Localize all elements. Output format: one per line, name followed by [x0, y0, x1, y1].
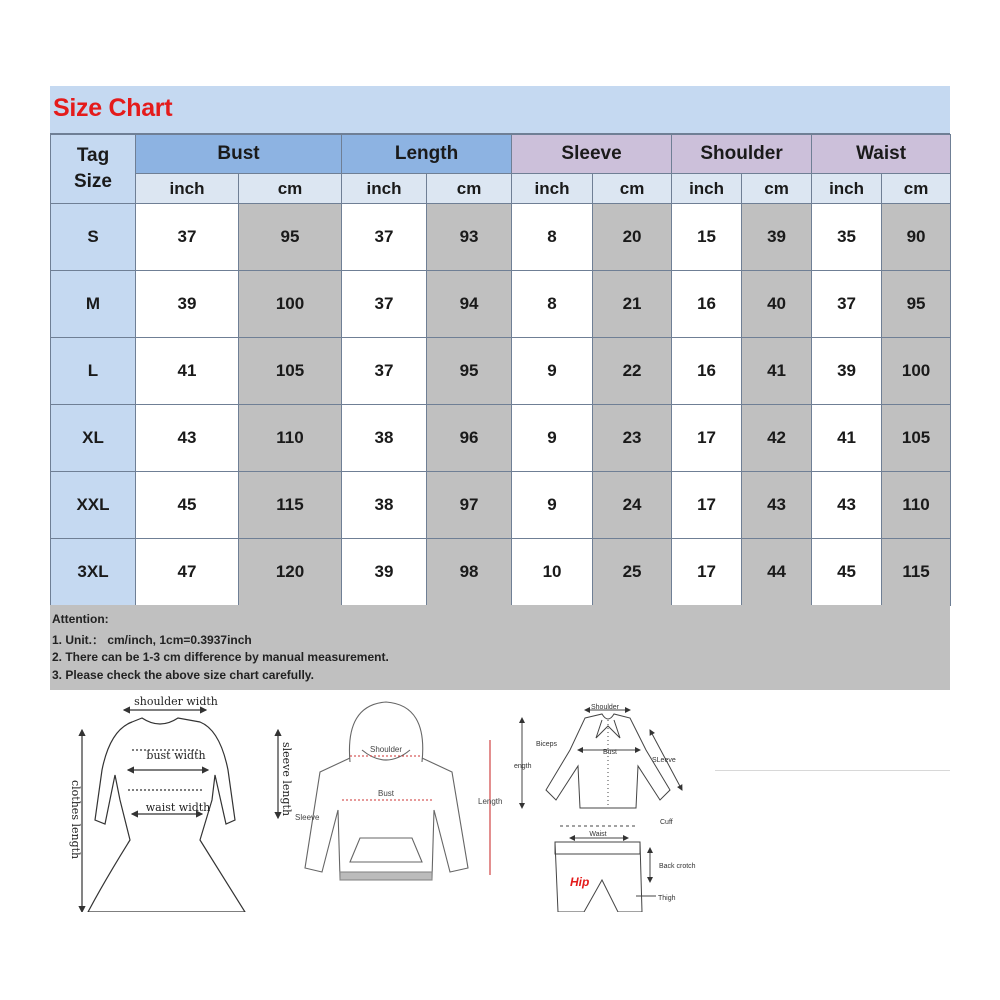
size-label: Size — [73, 171, 113, 192]
bust-cm-cell: 95 — [239, 204, 342, 271]
table-body — [51, 204, 951, 606]
waist-inch-cell: 37 — [812, 271, 882, 338]
sleeve-inch-cell: 8 — [512, 204, 593, 271]
sleeve-inch-cell: 9 — [512, 338, 593, 405]
shoulder-inch-cell: 17 — [672, 539, 742, 606]
length-inch-header: inch — [342, 174, 427, 204]
measurement-illustrations — [50, 690, 715, 912]
shoulder-cm-header: cm — [742, 174, 812, 204]
shoulder-cm-cell: 40 — [742, 271, 812, 338]
blouse-shoulder-label: Shoulder — [590, 704, 620, 711]
bust-cm-cell: 110 — [239, 405, 342, 472]
hoodie-length-label: Length — [478, 797, 503, 806]
shoulder-inch-cell: 16 — [672, 338, 742, 405]
bust-inch-cell: 43 — [136, 405, 239, 472]
bust-inch-header: inch — [136, 174, 239, 204]
length-cm-cell: 93 — [427, 204, 512, 271]
sleeve-cm-header: cm — [593, 174, 672, 204]
shoulder-cm-cell: 42 — [742, 405, 812, 472]
size-cell: XXL — [51, 472, 136, 539]
hoodie-sleeve-label: Sleeve — [295, 813, 320, 822]
shoulder-inch-cell: 17 — [672, 405, 742, 472]
size-cell: XL — [51, 405, 136, 472]
sleeve-cm-cell: 20 — [593, 204, 672, 271]
blouse-length-label: ength — [514, 763, 532, 770]
dress-sleeve-label: sleeve length — [280, 742, 293, 817]
table-row — [51, 271, 951, 338]
bust-inch-cell: 45 — [136, 472, 239, 539]
size-cell: M — [51, 271, 136, 338]
bust-cm-cell: 120 — [239, 539, 342, 606]
note-unit: 1. Unit.： cm/inch, 1cm=0.3937inch — [52, 633, 252, 647]
length-inch-cell: 37 — [342, 271, 427, 338]
bust-inch-cell: 39 — [136, 271, 239, 338]
waist-cm-cell: 100 — [882, 338, 951, 405]
waist-cm-header: cm — [882, 174, 951, 204]
dress-bust-label: bust width — [146, 749, 206, 762]
length-cm-header: cm — [427, 174, 512, 204]
length-header: Length — [342, 135, 512, 174]
waist-header: Waist — [812, 135, 951, 174]
note-check: 3. Please check the above size chart carefully. — [52, 668, 314, 682]
length-cm-cell: 95 — [427, 338, 512, 405]
waist-inch-cell: 45 — [812, 539, 882, 606]
sleeve-inch-cell: 9 — [512, 405, 593, 472]
sleeve-cm-cell: 25 — [593, 539, 672, 606]
waist-inch-cell: 39 — [812, 338, 882, 405]
length-cm-cell: 97 — [427, 472, 512, 539]
sleeve-inch-header: inch — [512, 174, 593, 204]
table-row — [51, 472, 951, 539]
table-header — [51, 135, 951, 204]
pants-waist-label: Waist — [589, 831, 607, 838]
chart-title: Size Chart — [53, 94, 173, 122]
blouse-biceps-label: Biceps — [536, 741, 558, 748]
shoulder-inch-header: inch — [672, 174, 742, 204]
shoulder-inch-cell: 16 — [672, 271, 742, 338]
tag-label: Tag — [76, 145, 110, 166]
bust-inch-cell: 41 — [136, 338, 239, 405]
waist-cm-cell: 110 — [882, 472, 951, 539]
sleeve-inch-cell: 9 — [512, 472, 593, 539]
pants-hip-label: Hip — [570, 875, 590, 889]
waist-cm-cell: 115 — [882, 539, 951, 606]
length-inch-cell: 37 — [342, 338, 427, 405]
waist-cm-cell: 105 — [882, 405, 951, 472]
bust-cm-cell: 105 — [239, 338, 342, 405]
sleeve-cm-cell: 23 — [593, 405, 672, 472]
hoodie-shoulder-label: Shoulder — [369, 745, 403, 754]
sleeve-inch-cell: 8 — [512, 271, 593, 338]
blouse-sleeve-label: SLeeve — [652, 757, 676, 764]
length-inch-cell: 37 — [342, 204, 427, 271]
waist-cm-cell: 90 — [882, 204, 951, 271]
waist-inch-header: inch — [812, 174, 882, 204]
title-bar — [50, 86, 950, 134]
dress-length-label: clothes length — [69, 780, 82, 860]
length-inch-cell: 39 — [342, 539, 427, 606]
shoulder-cm-cell: 44 — [742, 539, 812, 606]
sleeve-cm-cell: 21 — [593, 271, 672, 338]
shoulder-cm-cell: 43 — [742, 472, 812, 539]
waist-inch-cell: 35 — [812, 204, 882, 271]
bust-header: Bust — [136, 135, 342, 174]
length-cm-cell: 94 — [427, 271, 512, 338]
waist-inch-cell: 41 — [812, 405, 882, 472]
shoulder-header: Shoulder — [672, 135, 812, 174]
table-row — [51, 204, 951, 271]
pants-back-crotch-label: Back crotch — [659, 863, 696, 870]
pants-thigh-label: Thigh — [658, 895, 676, 902]
shoulder-inch-cell: 15 — [672, 204, 742, 271]
sleeve-cm-cell: 24 — [593, 472, 672, 539]
size-cell: 3XL — [51, 539, 136, 606]
bust-cm-cell: 100 — [239, 271, 342, 338]
shoulder-cm-cell: 39 — [742, 204, 812, 271]
bust-inch-cell: 47 — [136, 539, 239, 606]
dress-shoulder-label: shoulder width — [134, 695, 218, 708]
length-inch-cell: 38 — [342, 405, 427, 472]
sleeve-header: Sleeve — [512, 135, 672, 174]
dress-waist-label: waist width — [145, 801, 211, 814]
tag-size-header — [51, 135, 136, 204]
attention-notes — [50, 605, 950, 690]
table-row — [51, 405, 951, 472]
blouse-bust-label: Bust — [602, 749, 618, 756]
size-cell: L — [51, 338, 136, 405]
size-table — [50, 134, 951, 606]
sleeve-cm-cell: 22 — [593, 338, 672, 405]
pants-diagram — [555, 826, 656, 912]
notes-heading: Attention: — [52, 612, 109, 626]
bust-cm-cell: 115 — [239, 472, 342, 539]
length-inch-cell: 38 — [342, 472, 427, 539]
waist-cm-cell: 95 — [882, 271, 951, 338]
blouse-cuff-label: Cuff — [660, 819, 673, 826]
bust-cm-header: cm — [239, 174, 342, 204]
size-cell: S — [51, 204, 136, 271]
length-cm-cell: 98 — [427, 539, 512, 606]
shoulder-inch-cell: 17 — [672, 472, 742, 539]
sleeve-inch-cell: 10 — [512, 539, 593, 606]
hoodie-diagram — [305, 702, 490, 880]
shoulder-cm-cell: 41 — [742, 338, 812, 405]
length-cm-cell: 96 — [427, 405, 512, 472]
hoodie-bust-label: Bust — [377, 789, 395, 798]
table-row — [51, 338, 951, 405]
note-difference: 2. There can be 1-3 cm difference by manual measurement. — [52, 650, 389, 664]
table-row — [51, 539, 951, 606]
measurement-diagrams — [50, 690, 715, 912]
divider-line — [715, 770, 950, 771]
waist-inch-cell: 43 — [812, 472, 882, 539]
bust-inch-cell: 37 — [136, 204, 239, 271]
